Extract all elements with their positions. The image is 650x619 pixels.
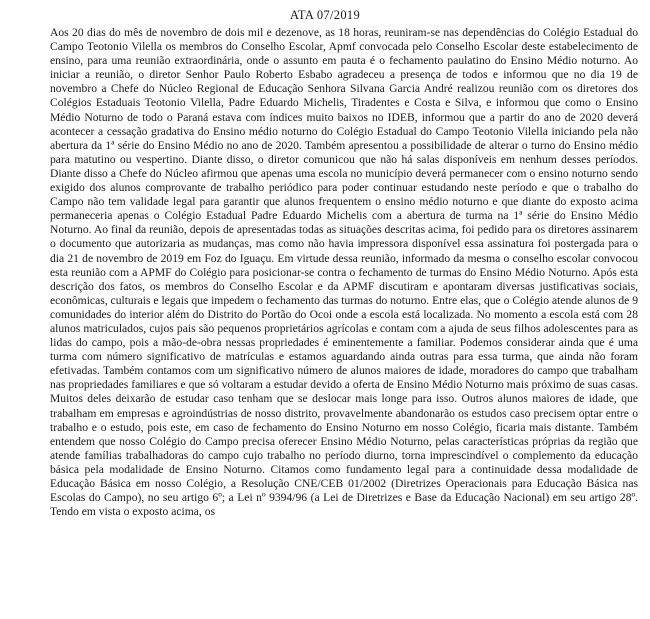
document-title: ATA 07/2019 — [289, 8, 360, 22]
document-body: Aos 20 dias do mês de novembro de dois mil e dezenove, as 18 horas, reuniram-se nas dependências do Colégio Estadual do Campo Teotonio Vilella os membros do Conselho Escolar, Apmf convocada pelo Conselho Escolar deste estabelecimento de ensino, para uma reunião extraordinária, onde o assunto em pauta é o fechamento paulatino do Ensino Médio noturno. Ao iniciar a reunião, o diretor Senhor Paulo Roberto Esbabo agradeceu a presença de todos e informou que no dia 19 de novembro a Chefe do Núcleo Regional de Educação Senhora Silvana Garcia André realizou reunião com os diretores dos Colégios Estaduais Teotonio Vilella, Padre Eduardo Michelis, Tiradentes e Costa e Silva, e informou que como o Ensino Médio Noturno de todo o Paraná estava com índices muito baixos no IDEB, informou que a partir do ano de 2020 deverá acontecer a cessação gradativa do Ensino médio noturno do Colégio Estadual do Campo Teotonio Vilella iniciando pela não abertura da 1ª série do Ensino Médio no ano de 2020. Também apresentou a possibilidade de alterar o turno do Ensino médio para matutino ou vespertino. Diante disso, o diretor comunicou que não há salas disponíveis em nenhum desses períodos. Diante disso a Chefe do Núcleo afirmou que apenas uma escola no município deverá permanecer com o ensino noturno sendo exigido dos alunos comprovante de trabalho periódico para poder continuar estudando neste período e que o trabalho do Campo não tem validade legal para garantir que alunos frequentem o ensino médio noturno e que diante do exposto acima permaneceria apenas o Colégio Estadual Padre Eduardo Michelis com a abertura de turma na 1ª série do Ensino Médio Noturno. Ao final da reunião, depois de apresentadas todas as situações descritas acima, foi pedido para os diretores assinarem o documento que autorizaria as mudanças, mas como não havia impressora disponível essa assinatura foi postergada para o dia 21 de novembro de 2019 em Foz do Iguaçu. Em virtude dessa reunião, informado da mesma o conselho escolar convocou esta reunião com a APMF do Colégio para posicionar-se contra o fechamento de turmas do Ensino Médio Noturno. Após esta descrição dos fatos, os membros do Conselho Escolar e da APMF discutiram e apontaram diversas justificativas sociais, econômicas, culturais e legais que impedem o fechamento das turmas do noturno. Entre elas, que o Colégio atende alunos de 9 comunidades do interior além do Distrito do Portão do Ocoi onde a escola está localizada. No momento a escola está com 28 alunos matriculados, cujos pais são pequenos proprietários agrícolas e contam com a ajuda de seus filhos adolescentes para as lidas do campo, pois a mão-de-obra nessas propriedades é eminentemente a familiar. Podemos considerar ainda que é uma turma com número significativo de matrículas e estamos aguardando ainda outras para essa turma, que ainda não foram efetivadas. Também contamos com um significativo número de alunos maiores de idade, moradores do campo que trabalham nas propriedades familiares e que só voltaram a estudar devido a oferta de Ensino Médio Noturno mais próximo de suas casas. Muitos deles deixarão de estudar caso tenham que se deslocar mais longe para isso. Outros alunos maiores de idade, que trabalham em empresas e agroindústrias de nosso distrito, provavelmente abandonarão os estudos caso precisem optar entre o trabalho e o estudo, pois este, em caso de fechamento do Ensino Noturno em nosso Colégio, ficaria mais distante. Também entendem que nosso Colégio do Campo precisa oferecer Ensino Médio Noturno, pelas características próprias da região que atende famílias trabalhadoras do campo cujo trabalho no período diurno, torna imprescindível o complemento da educação básica pela modalidade de Ensino Noturno. Citamos como fundamento legal para a continuidade dessa modalidade de Educação Básica em nosso Colégio, a Resolução CNE/CEB 01/2002 (Diretrizes Operacionais para Educação Básica nas Escolas do Campo), no seu artigo 6º; a Lei nº 9394/96 (a Lei de Diretrizes e Base da Educação Nacional) em seu artigo 28º. Tendo em vista o exposto acima, os — [50, 26, 638, 519]
